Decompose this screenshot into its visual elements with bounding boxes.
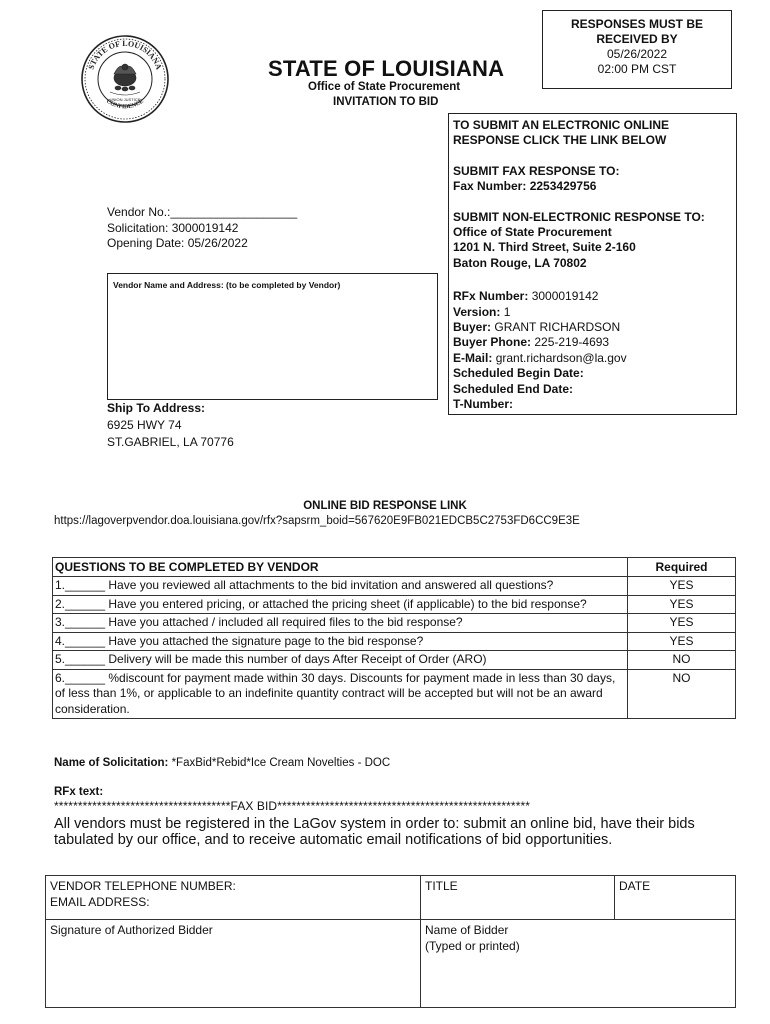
solicitation-name-label: Name of Solicitation: xyxy=(54,757,169,769)
rfx-text-label: RFx text: xyxy=(54,786,104,798)
date-cell[interactable] xyxy=(615,876,736,920)
question-row xyxy=(53,595,736,614)
question-row xyxy=(53,632,736,651)
question-text: 3.______ Have you attached / included all required files to the bid response? xyxy=(53,614,628,633)
bidder-name-label: Name of Bidder xyxy=(425,923,509,937)
question-required: YES xyxy=(628,632,736,651)
question-required: YES xyxy=(628,595,736,614)
deadline-date: 05/26/2022 xyxy=(606,47,668,61)
solicitation-number: Solicitation: 3000019142 xyxy=(107,220,239,235)
question-text: 1.______ Have you reviewed all attachments to the bid invitation and answered all questions? xyxy=(53,577,628,596)
buyer-phone: 225-219-4693 xyxy=(534,335,610,350)
question-required: YES xyxy=(628,577,736,596)
question-required: NO xyxy=(628,651,736,670)
required-heading: Required xyxy=(628,558,736,577)
t-number-label: T-Number: xyxy=(453,397,513,412)
deadline-box xyxy=(542,10,732,89)
question-text: 5.______ Delivery will be made this number of days After Receipt of Order (ARO) xyxy=(53,651,628,670)
vendor-email-label: EMAIL ADDRESS: xyxy=(50,894,150,909)
mail-line1: Office of State Procurement xyxy=(453,225,612,240)
rfx-number-label: RFx Number: xyxy=(453,289,529,304)
ship-to-address xyxy=(107,400,234,451)
bidder-name-cell[interactable] xyxy=(421,920,736,1008)
signature-cell[interactable] xyxy=(46,920,421,1008)
ship-to-heading: Ship To Address: xyxy=(107,401,206,415)
ship-to-line2: ST.GABRIEL, LA 70776 xyxy=(107,435,234,449)
deadline-line1: RESPONSES MUST BE xyxy=(570,17,704,31)
email-label: E-Mail: xyxy=(453,350,493,365)
solicitation-name-value: *FaxBid*Rebid*Ice Cream Novelties - DOC xyxy=(171,757,391,769)
fax-number: 2253429756 xyxy=(529,179,597,194)
seal-bottom-text: CONFIDENCE xyxy=(105,98,145,111)
question-row xyxy=(53,614,736,633)
date-label: DATE xyxy=(619,879,651,893)
online-bid-link[interactable]: https://lagoverpvendor.doa.louisiana.gov/rfx?sapsrm_boid=567620E9FB021EDCB5C2753FD6CC9E3E xyxy=(54,515,580,527)
buyer-phone-line xyxy=(453,335,736,350)
buyer-line xyxy=(453,320,736,335)
online-link-title: ONLINE BID RESPONSE LINK xyxy=(303,500,467,512)
question-required: NO xyxy=(628,669,736,719)
page-title: STATE OF LOUISIANA xyxy=(268,56,505,81)
document-type: INVITATION TO BID xyxy=(333,96,439,108)
scheduled-end-label: Scheduled End Date: xyxy=(453,381,574,396)
rfx-number-line xyxy=(453,289,736,304)
fax-heading: SUBMIT FAX RESPONSE TO: xyxy=(453,163,620,178)
version-value: 1 xyxy=(503,304,511,319)
email-line xyxy=(453,351,736,366)
signature-table xyxy=(45,875,736,1008)
signature-row-2 xyxy=(46,920,736,1008)
signature-row-1 xyxy=(46,876,736,920)
buyer-name: GRANT RICHARDSON xyxy=(494,320,621,335)
vendor-box-label: Vendor Name and Address: (to be completed by Vendor) xyxy=(113,280,341,290)
deadline-line2: RECEIVED BY xyxy=(596,32,678,46)
ship-to-line1: 6925 HWY 74 xyxy=(107,418,182,432)
mail-heading: SUBMIT NON-ELECTRONIC RESPONSE TO: xyxy=(453,209,705,224)
buyer-label: Buyer: xyxy=(453,320,492,335)
electronic-instruction-1: TO SUBMIT AN ELECTRONIC ONLINE xyxy=(453,118,669,132)
vendor-name-address-box[interactable] xyxy=(107,273,438,400)
question-text: 2.______ Have you entered pricing, or attached the pricing sheet (if applicable) to the bid response? xyxy=(53,595,628,614)
office-name: Office of State Procurement xyxy=(308,81,461,93)
vendor-phone-label: VENDOR TELEPHONE NUMBER: xyxy=(50,879,236,893)
title-label: TITLE xyxy=(425,879,458,893)
questions-table xyxy=(52,557,736,719)
vendor-number: Vendor No.:___________________ xyxy=(107,205,298,219)
vendor-contact-cell[interactable] xyxy=(46,876,421,920)
electronic-instruction-2: RESPONSE CLICK THE LINK BELOW xyxy=(453,133,667,148)
bidder-name-sublabel: (Typed or printed) xyxy=(425,938,520,953)
buyer-phone-label: Buyer Phone: xyxy=(453,335,532,350)
registration-notice: All vendors must be registered in the LaGov system in order to: submit an online bid, have their bids tabulated by our office, and to receive automatic email notifications of bid opportunities. xyxy=(54,816,695,848)
version-label: Version: xyxy=(453,304,501,319)
question-text: 4.______ Have you attached the signature page to the bid response? xyxy=(53,632,628,651)
submission-info-box xyxy=(448,113,737,415)
question-required: YES xyxy=(628,614,736,633)
buyer-email: grant.richardson@la.gov xyxy=(495,350,627,365)
questions-heading: QUESTIONS TO BE COMPLETED BY VENDOR xyxy=(53,558,628,577)
signature-label: Signature of Authorized Bidder xyxy=(50,923,213,937)
vendor-info xyxy=(107,205,297,252)
fax-bid-banner: *************************************FAX BID***************************************************** xyxy=(54,799,531,813)
version-line xyxy=(453,305,736,320)
deadline-time: 02:00 PM CST xyxy=(597,62,677,76)
scheduled-begin-label: Scheduled Begin Date: xyxy=(453,366,584,381)
question-row xyxy=(53,651,736,670)
question-text: 6.______ %discount for payment made within 30 days. Discounts for payment made in less than 30 days, of less than 1%, or applicable to an indefinite quantity contract will be accepted but will not be an award consideration. xyxy=(53,669,628,719)
mail-line3: Baton Rouge, LA 70802 xyxy=(453,255,587,270)
rfx-number: 3000019142 xyxy=(531,289,599,304)
questions-header-row xyxy=(53,558,736,577)
opening-date: Opening Date: 05/26/2022 xyxy=(107,236,248,250)
seal-motto: UNION JUSTICE xyxy=(109,97,141,102)
state-seal-logo xyxy=(80,34,170,124)
solicitation-name xyxy=(54,757,390,769)
seal-top-text: STATE OF LOUISIANA xyxy=(86,38,164,71)
fax-number-label: Fax Number: xyxy=(453,179,527,194)
question-row xyxy=(53,577,736,596)
fax-number-line xyxy=(453,179,736,194)
question-row xyxy=(53,669,736,719)
title-cell[interactable] xyxy=(421,876,615,920)
mail-line2: 1201 N. Third Street, Suite 2-160 xyxy=(453,240,636,255)
